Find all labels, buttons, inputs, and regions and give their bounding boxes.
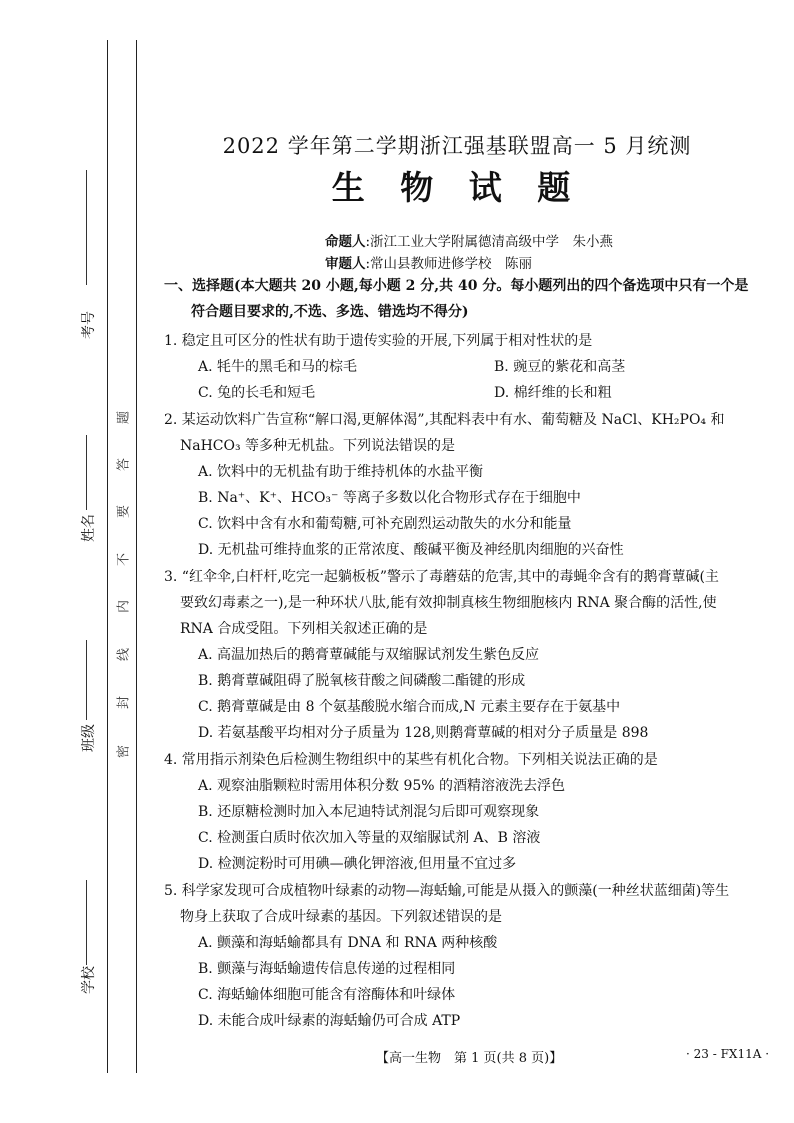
question-stem-cont: NaHCO₃ 等多种无机盐。下列说法错误的是 (180, 438, 456, 454)
question-stem-cont: 要致幻毒素之一),是一种环状八肽,能有效抑制真核生物细胞核内 RNA 聚合酶的活性,使 (180, 595, 717, 611)
section-heading: 一、选择题(本大题共 20 小题,每小题 2 分,共 40 分。每小题列出的四个备选项中只有一个是 (164, 278, 749, 294)
class-label: 班级 (81, 724, 97, 752)
school-label: 学校 (81, 966, 97, 994)
question-stem: 4. 常用指示剂染色后检测生物组织中的某些有机化合物。下列相关说法正确的是 (164, 752, 658, 768)
option-d[interactable]: D. 检测淀粉时可用碘—碘化钾溶液,但用量不宜过多 (198, 856, 517, 872)
seal-char: 题 (116, 411, 132, 425)
author-name: :浙江工业大学附属德清高级中学 朱小燕 (365, 234, 614, 250)
option-b[interactable]: B. 颤藻与海蛞蝓遗传信息传递的过程相同 (198, 961, 456, 977)
author-label: 命题人 (325, 234, 366, 250)
seal-char: 密 (116, 745, 132, 759)
option-d[interactable]: D. 若氨基酸平均相对分子质量为 128,则鹅膏蕈碱的相对分子质量是 898 (198, 725, 649, 741)
option-c[interactable]: C. 兔的长毛和短毛 (198, 385, 316, 401)
question-stem-cont: RNA 合成受阻。下列相关叙述正确的是 (180, 621, 428, 637)
reviewer-line (325, 252, 532, 272)
option-a[interactable]: A. 牦牛的黑毛和马的棕毛 (198, 359, 358, 375)
seal-char: 封 (116, 696, 132, 710)
paper-code: · 23 - FX11A · (686, 1047, 770, 1061)
question-stem-cont: 物身上获取了合成叶绿素的基因。下列叙述错误的是 (180, 909, 502, 925)
option-c[interactable]: C. 饮料中含有水和葡萄糖,可补充剧烈运动散失的水分和能量 (198, 516, 572, 532)
option-b[interactable]: B. 豌豆的紫花和高茎 (494, 359, 626, 375)
option-b[interactable]: B. Na⁺、K⁺、HCO₃⁻ 等离子多数以化合物形式存在于细胞中 (198, 490, 581, 506)
author-line (325, 230, 613, 250)
option-a[interactable]: A. 观察油脂颗粒时需用体积分数 95% 的酒精溶液洗去浮色 (198, 778, 566, 794)
option-a[interactable]: A. 饮料中的无机盐有助于维持机体的水盐平衡 (198, 464, 484, 480)
question-stem: 3. “红伞伞,白杆杆,吃完一起躺板板”警示了毒蘑菇的危害,其中的毒蝇伞含有的鹅膏蕈碱(主 (164, 569, 719, 585)
page-info: 【高一生物 第 1 页(共 8 页)】 (376, 1051, 563, 1066)
exam-title: 2022 学年第二学期浙江强基联盟高一 5 月统测 (222, 134, 692, 158)
exam-number-label: 考号 (81, 311, 97, 339)
section-heading-cont: 符合题目要求的,不选、多选、错选均不得分) (191, 304, 469, 320)
option-b[interactable]: B. 鹅膏蕈碱阻碍了脱氧核苷酸之间磷酸二酯键的形成 (198, 673, 526, 689)
seal-char: 答 (116, 458, 132, 472)
name-label: 姓名 (81, 514, 97, 542)
option-a[interactable]: A. 颤藻和海蛞蝓都具有 DNA 和 RNA 两种核酸 (198, 935, 498, 951)
seal-char: 内 (116, 600, 132, 614)
binding-line-outer (107, 40, 108, 1073)
option-c[interactable]: C. 检测蛋白质时依次加入等量的双缩脲试剂 A、B 溶液 (198, 830, 541, 846)
reviewer-label: 审题人 (325, 256, 366, 272)
school-blank[interactable] (86, 880, 87, 965)
exam-number-blank[interactable] (86, 170, 87, 285)
seal-char: 要 (116, 505, 132, 519)
option-b[interactable]: B. 还原糖检测时加入本尼迪特试剂混匀后即可观察现象 (198, 804, 540, 820)
option-c[interactable]: C. 海蛞蝓体细胞可能含有溶酶体和叶绿体 (198, 987, 456, 1003)
seal-char: 不 (116, 553, 132, 567)
option-d[interactable]: D. 未能合成叶绿素的海蛞蝓仍可合成 ATP (198, 1013, 461, 1029)
reviewer-name: :常山县教师进修学校 陈丽 (365, 256, 533, 272)
binding-line-inner (136, 40, 137, 1073)
question-stem: 1. 稳定且可区分的性状有助于遗传实验的开展,下列属于相对性状的是 (164, 333, 593, 349)
option-d[interactable]: D. 棉纤维的长和粗 (494, 385, 612, 401)
option-d[interactable]: D. 无机盐可维持血浆的正常浓度、酸碱平衡及神经肌肉细胞的兴奋性 (198, 542, 624, 558)
subject-title: 生 物 试 题 (331, 168, 583, 207)
question-stem: 2. 某运动饮料广告宣称“解口渴,更解体渴”,其配料表中有水、葡萄糖及 NaCl、KH₂PO₄ 和 (164, 412, 725, 428)
seal-char: 线 (116, 648, 132, 662)
option-a[interactable]: A. 高温加热后的鹅膏蕈碱能与双缩脲试剂发生紫色反应 (198, 647, 540, 663)
class-blank[interactable] (86, 640, 87, 720)
name-blank[interactable] (86, 435, 87, 510)
option-c[interactable]: C. 鹅膏蕈碱是由 8 个氨基酸脱水缩合而成,N 元素主要存在于氨基中 (198, 699, 621, 715)
question-stem: 5. 科学家发现可合成植物叶绿素的动物—海蛞蝓,可能是从摄入的颤藻(一种丝状蓝细菌)等生 (164, 883, 730, 899)
